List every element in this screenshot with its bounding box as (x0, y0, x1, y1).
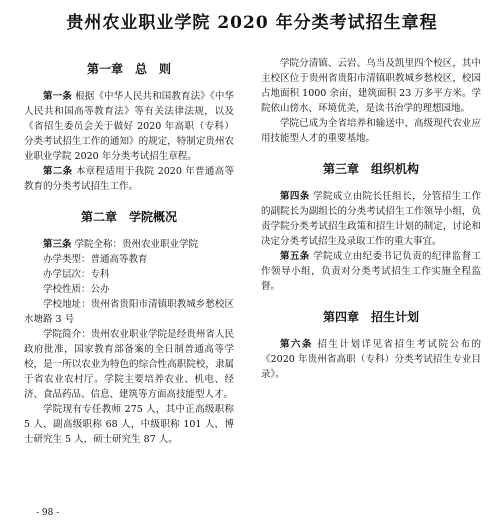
info-type: 办学类型：普通高等教育 (43, 254, 148, 265)
article-2-label: 第二条 (43, 166, 73, 177)
document-title: 贵州农业职业学院 2020 年分类考试招生章程 (66, 13, 438, 33)
article-4-text: 学院成立由院长任组长，分管招生工作的副院长为副组长的分类考试招生工作领导小组，负责学院分类考试招生政策和招生计划的制定，讨论和决定分类考试招生及录取工作的重大事宜。 (261, 191, 481, 247)
info-level: 办学层次：专科 (43, 269, 110, 280)
article-6-label: 第六条 (280, 339, 313, 350)
info-address: 学校地址：贵州省贵阳市清镇职教城乡愁校区水塘路 3 号 (24, 299, 234, 325)
article-3 (24, 237, 234, 252)
article-1 (24, 89, 234, 164)
spacer (261, 146, 481, 156)
article-5-label: 第五条 (280, 251, 310, 262)
chapter-3-heading: 第三章 组织机构 (322, 162, 419, 176)
article-5-text: 学院成立由纪委书记负责的纪律监督工作领导小组，负责对分类考试招生工作实施全程监督。 (261, 251, 481, 292)
college-intro: 学院简介：贵州农业职业学院是经贵州省人民政府批准，国家教育部备案的全日制普通高等学校，是一所以农业为特色的综合性高职院校，隶属于省农业农村厅。学院主要培养农业、机电、经济、食品药品、信息、建筑等方面高技能型人才。 (24, 329, 234, 400)
chapter-2-heading: 第二章 学院概况 (80, 210, 177, 224)
achievement-info: 学院已成为全省培养和输送中、高级现代农业应用技能型人才的重要基地。 (261, 118, 481, 144)
campus-info: 学院分清镇、云岩、乌当及凯里四个校区，其中主校区位于贵州省贵阳市清镇职教城乡愁校区，校园占地面积 1000 余亩，建筑面积 23 万多平方米。学院依山傍水、环境优美，是读书治学的理想园地。 (261, 58, 481, 114)
article-3-text: 学院全称：贵州农业职业学院 (74, 239, 199, 250)
article-2 (24, 164, 234, 194)
page-number: - 98 - (36, 508, 60, 518)
article-5 (261, 249, 481, 294)
chapter-4-heading: 第四章 招生计划 (322, 310, 419, 324)
article-4 (261, 189, 481, 249)
article-4-label: 第四条 (280, 191, 310, 202)
article-6 (261, 337, 481, 382)
info-nature: 学校性质：公办 (43, 284, 110, 295)
right-column (261, 56, 481, 382)
left-column (24, 56, 234, 447)
article-1-text: 根据《中华人民共和国教育法》《中华人民共和国高等教育法》等有关法律法规，以及《省招生委员会关于做好 2020 年高职（专科）分类考试招生工作的通知》的规定，特制定贵州农业职业学院 2020 年分类考试招生章程。 (24, 91, 234, 162)
staff-info: 学院现有专任教师 275 人，其中正高级职称 5 人，副高级职称 68 人，中级职称 101 人，博士研究生 5 人，硕士研究生 87 人。 (24, 404, 234, 445)
spacer (24, 194, 234, 204)
article-2-text: 本章程适用于我院 2020 年普通高等教育的分类考试招生工作。 (24, 166, 234, 192)
chapter-1-heading: 第一章 总 则 (86, 62, 171, 76)
spacer (261, 294, 481, 304)
article-1-label: 第一条 (43, 91, 72, 102)
article-6-text: 招生计划详见省招生考试院公布的《2020 年贵州省高职（专科）分类考试招生专业目录》。 (261, 339, 481, 380)
article-3-label: 第三条 (43, 239, 72, 250)
